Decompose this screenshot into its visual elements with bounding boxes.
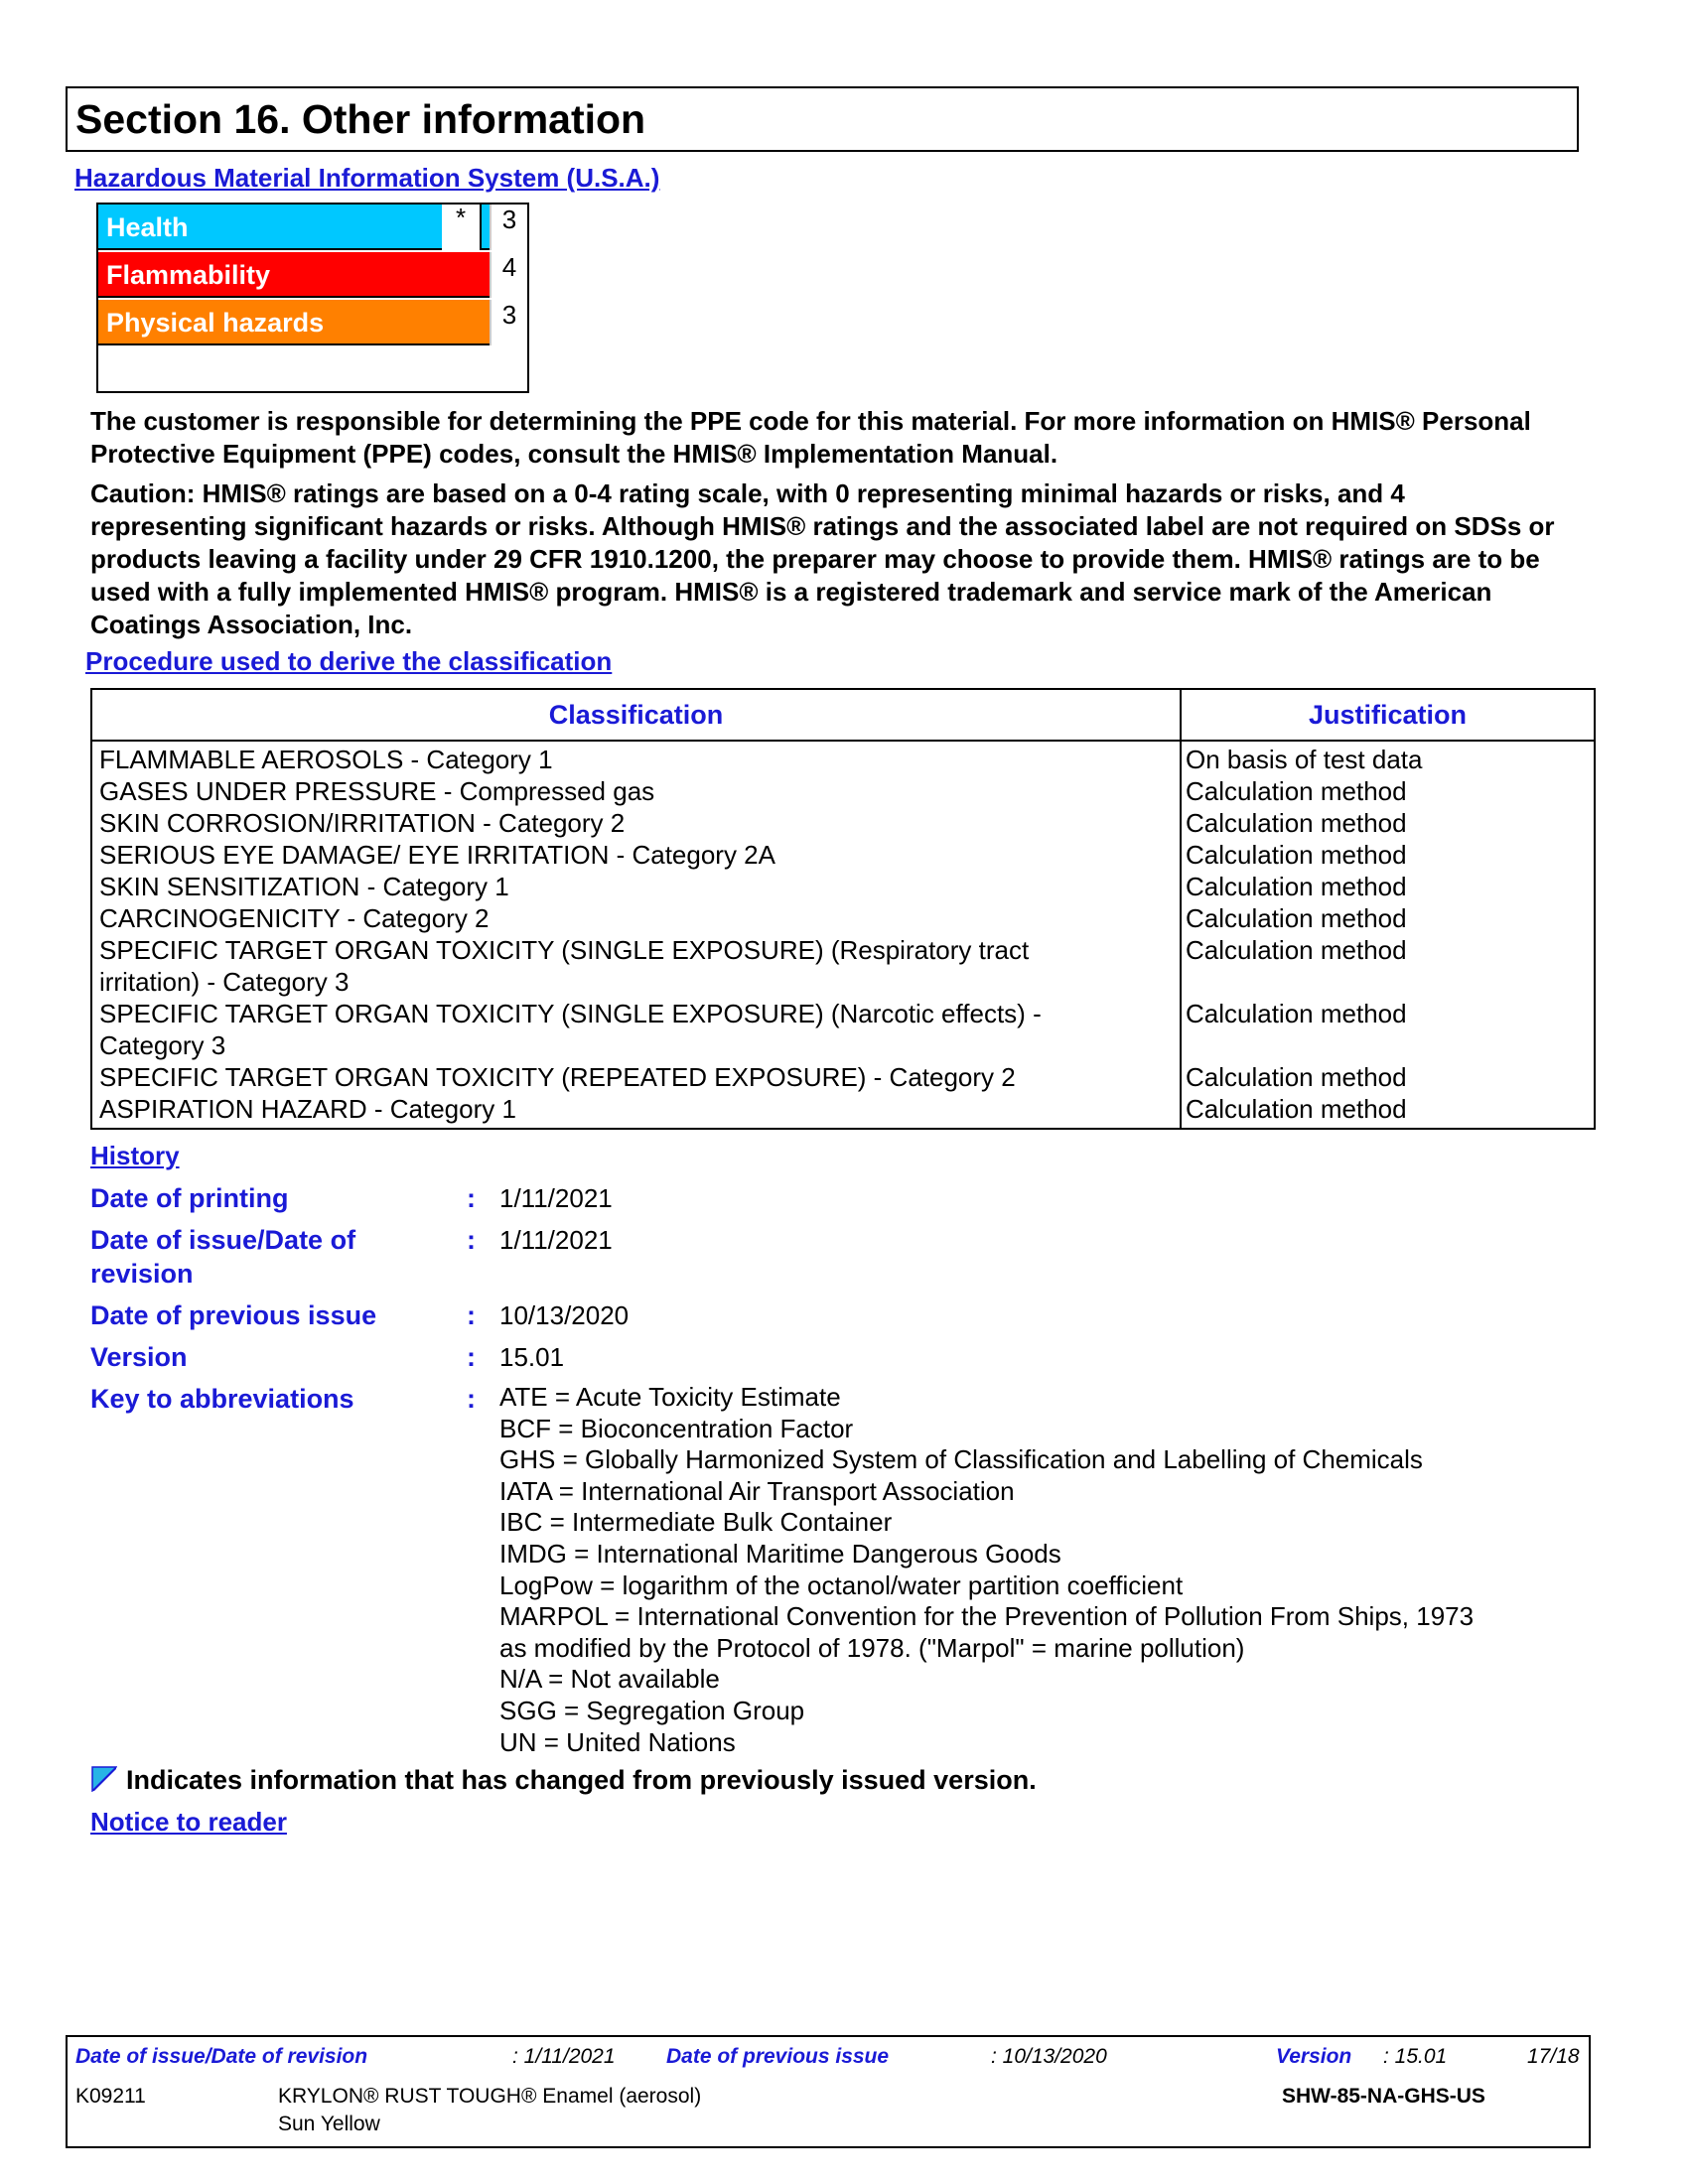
- version-label: Version: [90, 1342, 188, 1372]
- product-color: Sun Yellow: [278, 2113, 380, 2135]
- ppe-note: The customer is responsible for determining the PPE code for this material. For more information on HMIS® Personal Protective Equipment (PPE) codes, consult the HMIS® Implementation Manual.: [90, 406, 1531, 469]
- justification-cell: Calculation method: [1186, 999, 1407, 1028]
- table-divider-vertical: [1180, 690, 1182, 1128]
- abbreviation-item: MARPOL = International Convention for the Prevention of Pollution From Ships, 1973: [499, 1601, 1475, 1631]
- procedure-heading-link[interactable]: Procedure used to derive the classification: [85, 646, 613, 676]
- changed-indicator-icon: [91, 1766, 117, 1792]
- product-name: KRYLON® RUST TOUGH® Enamel (aerosol): [278, 2085, 702, 2108]
- abbreviation-item: LogPow = logarithm of the octanol/water partition coefficient: [499, 1570, 1184, 1600]
- justification-cell: Calculation method: [1186, 935, 1407, 965]
- col-header-classification: Classification: [548, 700, 724, 730]
- colon: :: [467, 1300, 476, 1330]
- date-previous-value: 10/13/2020: [499, 1300, 630, 1330]
- hmis-row-physical: [98, 300, 490, 345]
- hmis-row-flammability: [98, 252, 490, 298]
- classification-cell: SPECIFIC TARGET ORGAN TOXICITY (SINGLE EXPOSURE) (Respiratory tract irritation) - Category 3: [99, 935, 1030, 997]
- date-of-printing-label: Date of printing: [90, 1183, 289, 1213]
- hmis-caution: Caution: HMIS® ratings are based on a 0-4 rating scale, with 0 representing minimal hazards or risks, and 4 representing significant hazards or risks. Although HMIS® ratings and the associated label are not required on SDSs or products leaving a facility under 29 CFR 1910.1200, the preparer may choose to provide them. HMIS® ratings are to be used with a fully implemented HMIS® program. HMIS® is a registered trademark and service mark of the American Coatings Association, Inc.: [90, 478, 1555, 639]
- abbreviation-item: IMDG = International Maritime Dangerous Goods: [499, 1539, 1061, 1569]
- classification-cell: FLAMMABLE AEROSOLS - Category 1: [99, 745, 553, 774]
- colon: :: [467, 1384, 476, 1414]
- footer-version-label: Version: [1276, 2045, 1352, 2068]
- hmis-physical-label: Physical hazards: [106, 308, 325, 338]
- hmis-physical-value: 3: [490, 300, 527, 345]
- justification-cell: Calculation method: [1186, 776, 1407, 806]
- classification-cell: SKIN SENSITIZATION - Category 1: [99, 872, 509, 901]
- abbreviation-item: BCF = Bioconcentration Factor: [499, 1414, 854, 1443]
- abbreviation-item: UN = United Nations: [499, 1727, 736, 1757]
- history-heading-link[interactable]: History: [90, 1141, 180, 1170]
- hmis-rating-box: [96, 203, 529, 393]
- justification-cell: Calculation method: [1186, 840, 1407, 870]
- classification-cell: SKIN CORROSION/IRRITATION - Category 2: [99, 808, 626, 838]
- section-title: Section 16. Other information: [66, 86, 1579, 152]
- abbreviation-item: IBC = Intermediate Bulk Container: [499, 1507, 893, 1537]
- footer-issue-value: : 1/11/2021: [512, 2045, 616, 2068]
- abbreviation-item: N/A = Not available: [499, 1664, 720, 1694]
- table-divider-horizontal: [92, 740, 1594, 742]
- justification-cell: On basis of test data: [1186, 745, 1423, 774]
- hmis-health-value: 3: [490, 205, 527, 250]
- hmis-flammability-label: Flammability: [106, 260, 271, 290]
- date-of-issue-label: Date of issue/Date of revision: [90, 1225, 356, 1289]
- classification-cell: CARCINOGENICITY - Category 2: [99, 903, 490, 933]
- version-value: 15.01: [499, 1342, 565, 1372]
- classification-cell: SPECIFIC TARGET ORGAN TOXICITY (REPEATED EXPOSURE) - Category 2: [99, 1062, 1016, 1092]
- footer-version-value: : 15.01: [1383, 2045, 1448, 2068]
- classification-table: [90, 688, 1596, 1130]
- hmis-row-health: [98, 205, 490, 250]
- page-footer: [66, 2035, 1591, 2148]
- abbreviation-item: SGG = Segregation Group: [499, 1696, 805, 1725]
- justification-cell: Calculation method: [1186, 1094, 1407, 1124]
- abbreviation-item: ATE = Acute Toxicity Estimate: [499, 1382, 841, 1412]
- justification-cell: Calculation method: [1186, 872, 1407, 901]
- classification-cell: ASPIRATION HAZARD - Category 1: [99, 1094, 516, 1124]
- col-header-justification: Justification: [1308, 700, 1468, 730]
- date-of-printing-value: 1/11/2021: [499, 1183, 613, 1213]
- notice-to-reader-link[interactable]: Notice to reader: [90, 1807, 287, 1837]
- classification-cell: SPECIFIC TARGET ORGAN TOXICITY (SINGLE EXPOSURE) (Narcotic effects) - Category 3: [99, 999, 1042, 1060]
- date-of-issue-value: 1/11/2021: [499, 1225, 613, 1255]
- hmis-flammability-value: 4: [490, 252, 527, 298]
- colon: :: [467, 1225, 476, 1255]
- colon: :: [467, 1342, 476, 1372]
- abbreviation-item: GHS = Globally Harmonized System of Classification and Labelling of Chemicals: [499, 1444, 1423, 1474]
- justification-cell: Calculation method: [1186, 903, 1407, 933]
- page-number: 17/18: [1527, 2045, 1580, 2068]
- footer-previous-value: : 10/13/2020: [991, 2045, 1107, 2068]
- abbreviation-item: as modified by the Protocol of 1978. ("Marpol" = marine pollution): [499, 1633, 1245, 1663]
- colon: :: [467, 1183, 476, 1213]
- hmis-health-label: Health: [106, 212, 189, 242]
- abbreviation-item: IATA = International Air Transport Association: [499, 1476, 1015, 1506]
- classification-cell: GASES UNDER PRESSURE - Compressed gas: [99, 776, 655, 806]
- footer-previous-label: Date of previous issue: [666, 2045, 890, 2068]
- hmis-heading-link[interactable]: Hazardous Material Information System (U.S.A.): [74, 163, 660, 193]
- footer-issue-label: Date of issue/Date of revision: [75, 2045, 368, 2068]
- product-code: K09211: [75, 2085, 146, 2108]
- document-code: SHW-85-NA-GHS-US: [1282, 2085, 1485, 2108]
- classification-cell: SERIOUS EYE DAMAGE/ EYE IRRITATION - Category 2A: [99, 840, 775, 870]
- date-previous-label: Date of previous issue: [90, 1300, 377, 1330]
- justification-cell: Calculation method: [1186, 1062, 1407, 1092]
- justification-cell: Calculation method: [1186, 808, 1407, 838]
- abbreviations-label: Key to abbreviations: [90, 1384, 354, 1414]
- hmis-chronic-marker: *: [442, 205, 482, 250]
- changed-indicator-note: Indicates information that has changed from previously issued version.: [126, 1765, 1037, 1795]
